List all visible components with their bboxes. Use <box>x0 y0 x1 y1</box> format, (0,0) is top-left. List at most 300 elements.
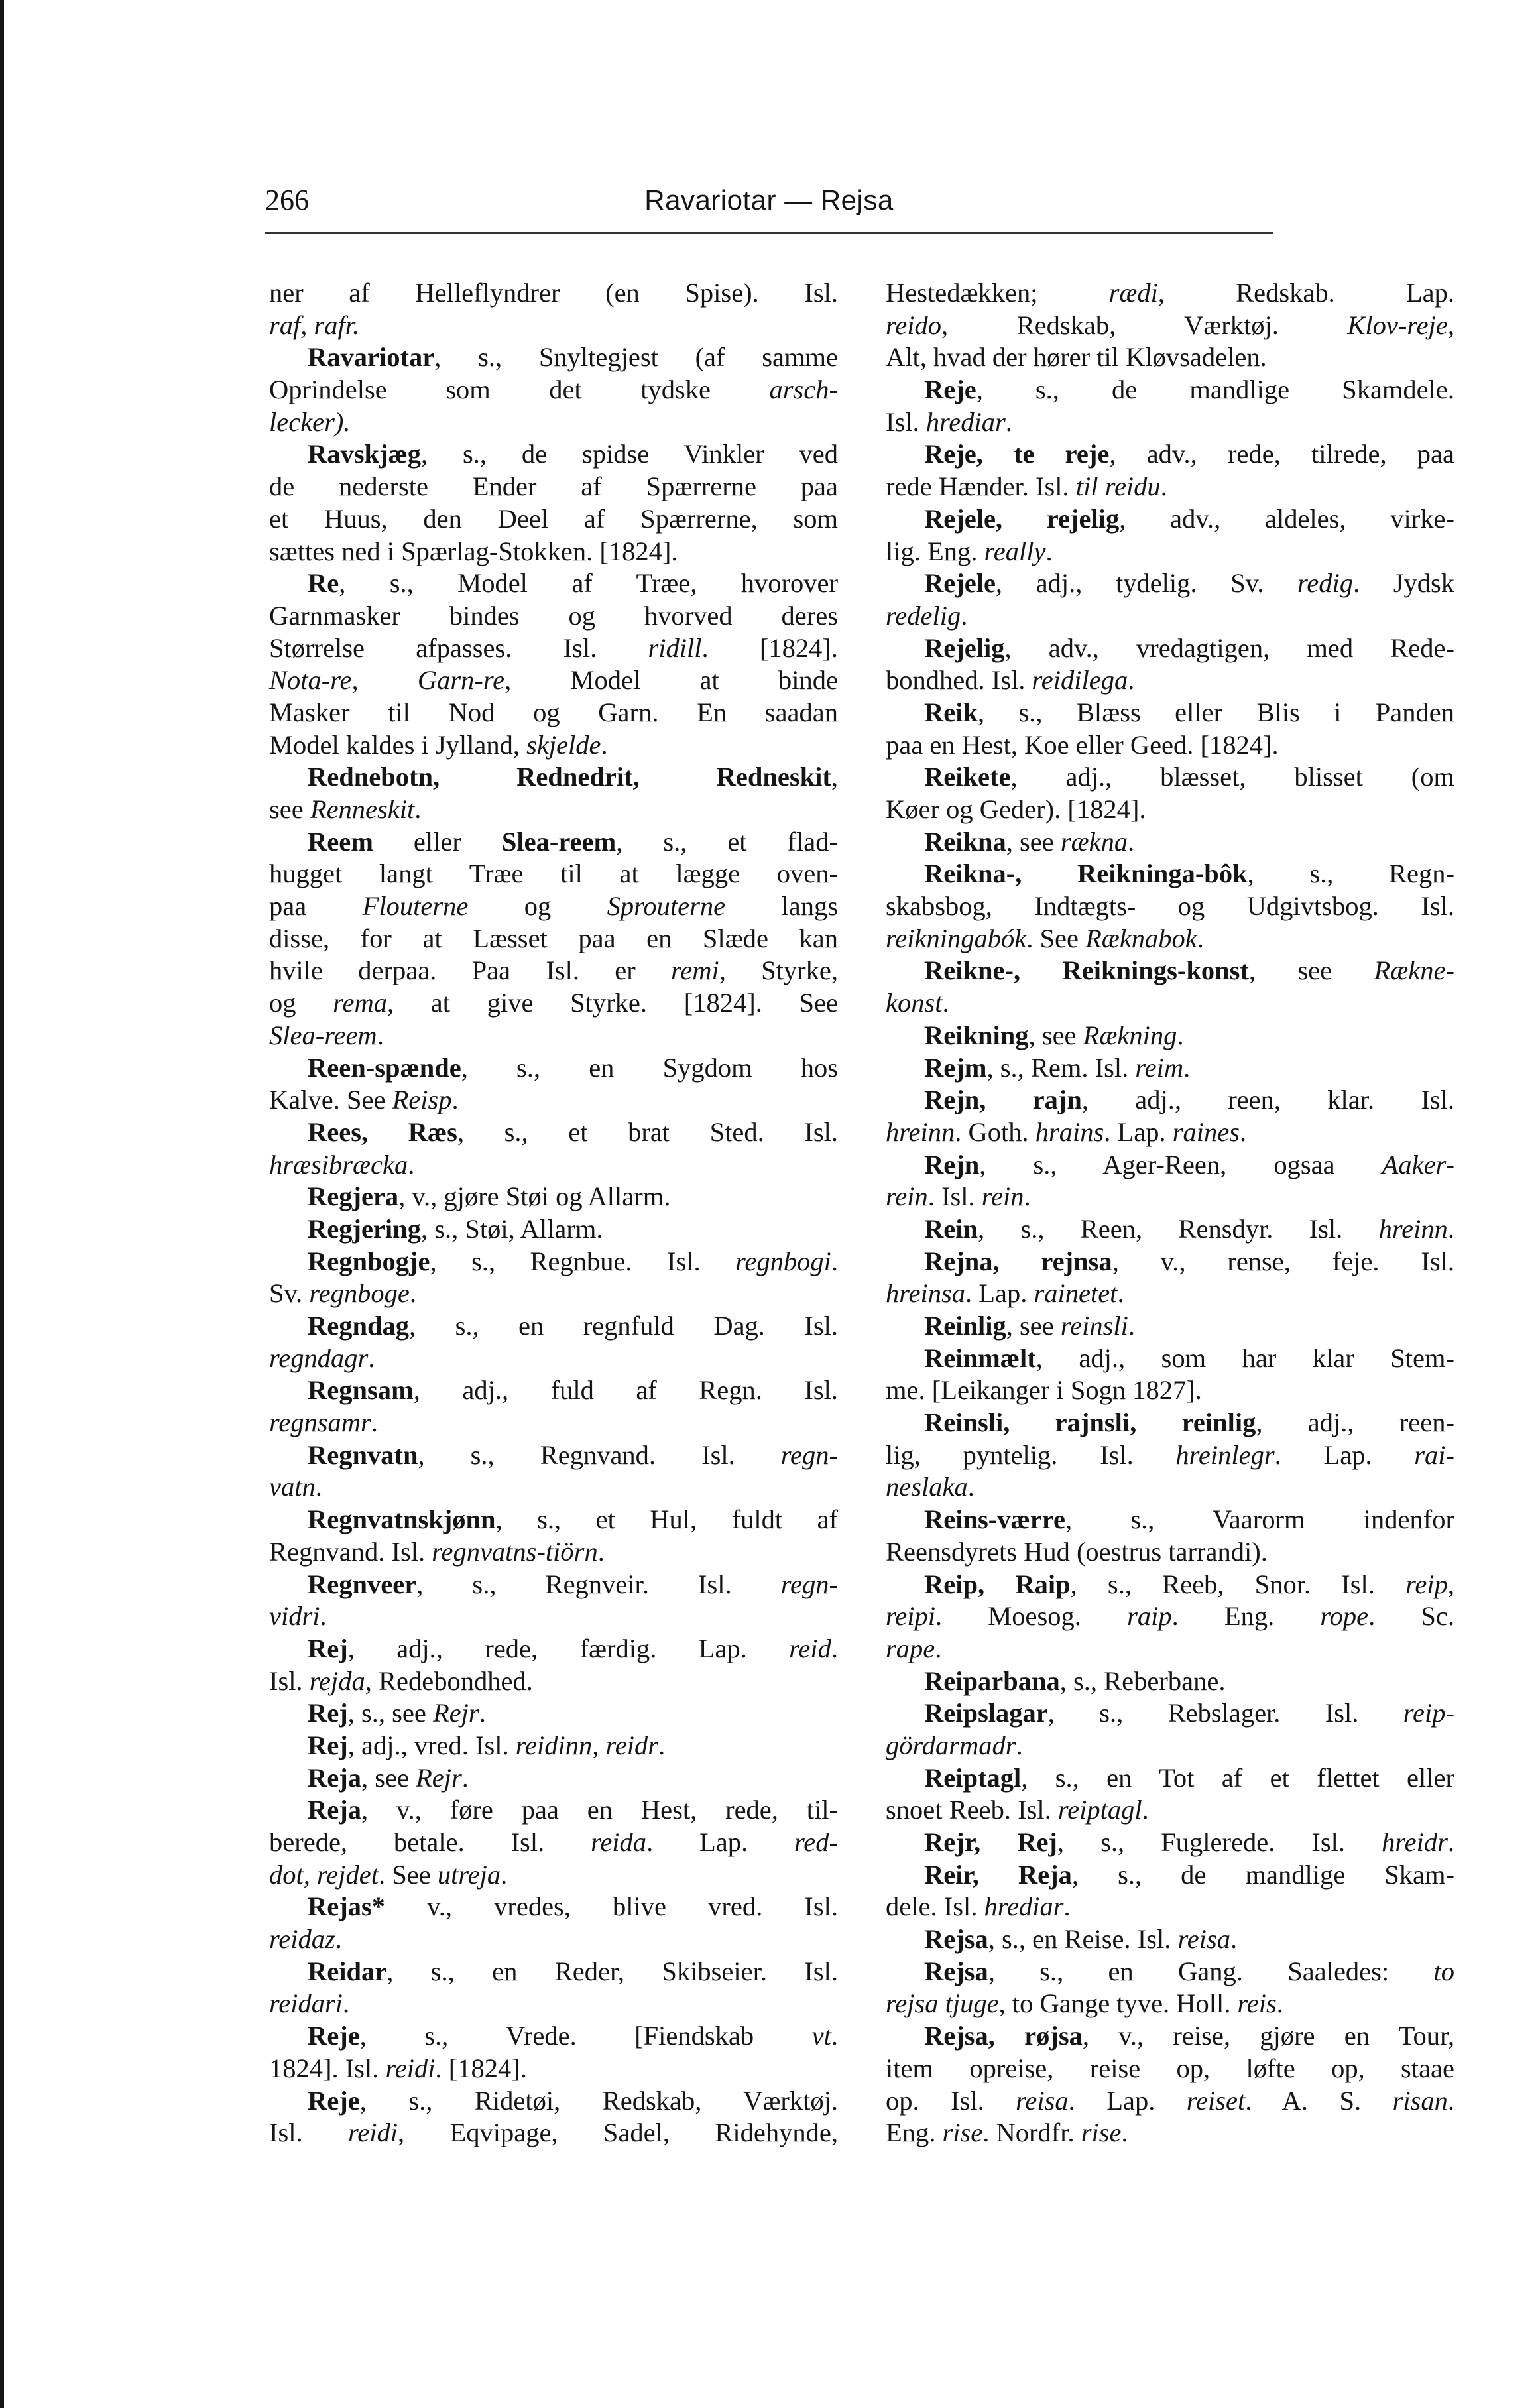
italic-term: really <box>984 536 1046 566</box>
headword: Rejna, rejnsa <box>924 1246 1112 1276</box>
entry-text: . <box>377 1020 384 1050</box>
entry-text: . <box>315 1472 322 1502</box>
italic-term: Sprouterne <box>607 891 726 922</box>
text-line <box>886 923 1454 955</box>
entry-text: sættes ned i Spærlag-Stokken. [1824]. <box>269 536 678 566</box>
italic-term: rai- <box>1414 1439 1454 1470</box>
text-line <box>269 1956 838 1988</box>
entry-text: , s., Reen, Rensdyr. Isl. <box>978 1213 1379 1244</box>
entry-text: , s., en regnfuld Dag. Isl. <box>409 1311 838 1341</box>
headword: Reikna-, Reikninga-bôk <box>924 859 1248 889</box>
entry-text: . Lap. <box>1274 1439 1415 1470</box>
text-line <box>269 664 838 697</box>
entry-text: . <box>371 1408 378 1438</box>
italic-term: utreja <box>437 1859 501 1890</box>
entry-text: , s., en Tot af et flettet eller <box>1021 1762 1454 1793</box>
text-line <box>269 341 838 374</box>
text-line <box>886 1504 1454 1536</box>
text-line <box>886 1343 1454 1375</box>
entry-text: , Redskab, Værktøj. <box>941 310 1348 340</box>
text-line <box>886 1794 1454 1827</box>
italic-term: rejda <box>309 1665 365 1696</box>
italic-term: redig <box>1297 568 1354 599</box>
headword: Reje, te reje <box>924 439 1110 469</box>
italic-term: Reisp <box>392 1085 452 1115</box>
italic-term: to <box>1433 1956 1454 1986</box>
italic-term: rædi <box>1108 278 1158 308</box>
text-line <box>269 600 838 632</box>
headword: Reinmælt <box>924 1343 1036 1373</box>
italic-term: reido <box>886 310 941 340</box>
entry-text: . <box>335 1924 342 1955</box>
text-line <box>886 536 1454 568</box>
header-rule <box>265 232 1273 234</box>
text-line <box>269 890 838 923</box>
headword: Reinlig <box>924 1311 1006 1341</box>
headword: Ravariotar <box>308 342 435 373</box>
entry-text: . <box>1016 1730 1023 1760</box>
entry-text: Isl. <box>269 2118 348 2148</box>
headword: Reikning <box>924 1020 1029 1050</box>
italic-term: Rækne- <box>1374 955 1454 986</box>
text-line <box>886 729 1454 762</box>
entry-text: . <box>1128 826 1135 857</box>
entry-text: Størrelse afpasses. Isl. <box>269 632 648 663</box>
text-line <box>269 1569 838 1601</box>
entry-text: , s., Snyltegjest (af samme <box>434 342 838 373</box>
entry-text: , s., Rebslager. Isl. <box>1047 1698 1403 1728</box>
italic-term: rein <box>981 1181 1024 1212</box>
italic-term: reidari <box>269 1988 343 2019</box>
entry-text: , adj., blæsset, blisset (om <box>1010 762 1454 792</box>
entry-text: Isl. <box>269 1665 310 1696</box>
text-line <box>269 858 838 890</box>
headword: Slea-reem <box>501 826 617 857</box>
text-line <box>886 1116 1454 1149</box>
text-line <box>886 1730 1454 1762</box>
text-line <box>886 1988 1454 2020</box>
scan-edge <box>0 0 4 2408</box>
italic-term: hreinsa <box>886 1278 965 1309</box>
text-line <box>886 1439 1454 1472</box>
headword: Rejele <box>924 568 996 599</box>
entry-text: , s., Regn- <box>1247 859 1454 889</box>
text-line <box>886 1633 1454 1665</box>
entry-text: . <box>1121 2118 1128 2148</box>
text-line <box>269 1988 838 2020</box>
entry-text: item opreise, reise op, løfte op, staae <box>886 2053 1454 2083</box>
entry-text: . Sc. <box>1368 1601 1455 1632</box>
entry-text: Model kaldes i Jylland, <box>269 729 527 760</box>
text-line <box>269 987 838 1020</box>
entry-text: , s., Rem. Isl. <box>986 1052 1136 1083</box>
entry-text: , s., Blæss eller Blis i Panden <box>978 697 1454 727</box>
text-line <box>886 1471 1454 1504</box>
entry-text: . <box>1177 1020 1184 1050</box>
entry-text: . <box>935 1633 942 1663</box>
text-line <box>269 2053 838 2085</box>
entry-text: . Nordfr. <box>982 2118 1081 2148</box>
italic-term: reidaz <box>269 1924 335 1955</box>
italic-term: Nota-re, Garn-re <box>269 665 505 695</box>
entry-text: , Model at binde <box>504 665 839 695</box>
entry-text: , s., de spidse Vinkler ved <box>421 439 838 469</box>
page-number: 266 <box>265 184 309 216</box>
entry-text: . <box>1447 2085 1454 2116</box>
entry-text: . <box>601 729 608 760</box>
text-line <box>886 1600 1454 1633</box>
text-line <box>886 858 1454 890</box>
entry-text: Alt, hvad der hører til Kløvsadelen. <box>886 342 1267 373</box>
headword: Rein <box>924 1213 978 1244</box>
entry-text: Kalve. See <box>269 1085 392 1115</box>
italic-term: vt <box>811 2021 831 2051</box>
entry-text: Regnvand. Isl. <box>269 1536 432 1567</box>
italic-term: ridill <box>648 632 702 663</box>
text-line <box>886 1923 1454 1956</box>
italic-term: gördarmadr <box>886 1730 1016 1760</box>
headword: Rej <box>308 1730 348 1760</box>
headword: Regjering <box>308 1213 421 1244</box>
text-line <box>886 2085 1454 2118</box>
text-line <box>886 826 1454 859</box>
italic-term: red- <box>794 1827 838 1857</box>
entry-text: og <box>269 988 333 1018</box>
entry-text: , adj., reen- <box>1256 1408 1454 1438</box>
entry-text: hugget langt Træe til at lægge oven- <box>269 859 838 889</box>
text-line <box>269 471 838 503</box>
entry-text: Hestedækken; <box>886 278 1109 308</box>
entry-text: Eng. <box>886 2118 943 2148</box>
running-head: Ravariotar — Rejsa <box>644 184 894 215</box>
italic-term: reim <box>1135 1052 1184 1083</box>
entry-text: hvile derpaa. Paa Isl. er <box>269 955 671 986</box>
italic-term: Renneskit <box>310 794 415 824</box>
entry-text: , adv., aldeles, virke- <box>1119 503 1454 534</box>
text-line <box>886 1181 1454 1213</box>
italic-term: reidi <box>348 2118 398 2148</box>
italic-term: skjelde <box>526 729 601 760</box>
entry-text: , s., Vaarorm indenfor <box>1065 1504 1454 1535</box>
text-line <box>269 1600 838 1633</box>
text-line <box>886 2053 1454 2085</box>
italic-term: raines <box>1172 1116 1240 1147</box>
text-line <box>886 2117 1454 2149</box>
text-line <box>886 1827 1454 1859</box>
headword: Reje <box>308 2085 360 2116</box>
entry-text: . Goth. <box>955 1116 1035 1147</box>
italic-term: arsch- <box>769 375 838 405</box>
entry-text: . Lap. <box>1068 2085 1187 2116</box>
text-line <box>886 1891 1454 1923</box>
headword: Reir, Reja <box>924 1859 1072 1890</box>
text-line <box>269 374 838 406</box>
entry-text: , s., Regnvand. Isl. <box>418 1439 781 1470</box>
headword: Reja <box>308 1762 361 1793</box>
entry-text: , v., føre paa en Hest, rede, til- <box>361 1795 838 1825</box>
headword: Reipslagar <box>924 1698 1048 1728</box>
italic-term: rope <box>1320 1601 1369 1632</box>
entry-text: lig. Eng. <box>886 536 984 566</box>
text-line <box>886 697 1454 729</box>
text-line <box>886 1052 1454 1085</box>
entry-text: Masker til Nod og Garn. En saadan <box>269 697 838 727</box>
text-line <box>269 1827 838 1859</box>
entry-text: , s., Støi, Allarm. <box>420 1213 603 1244</box>
italic-term: hrediar <box>984 1892 1064 1922</box>
italic-term: regnboge <box>309 1278 410 1309</box>
italic-term: rise <box>1081 2118 1122 2148</box>
headword: Regnveer <box>308 1569 417 1599</box>
text-line <box>269 729 838 762</box>
headword: Rejelig <box>924 632 1005 663</box>
entry-text: . <box>461 1762 469 1793</box>
text-line <box>886 761 1454 794</box>
italic-term: reiptagl <box>1057 1795 1142 1825</box>
text-line <box>886 277 1454 310</box>
text-line <box>269 1310 838 1343</box>
entry-text: , adj., tydelig. Sv. <box>995 568 1298 599</box>
italic-term: hræsibræcka <box>269 1149 408 1179</box>
text-line <box>269 1762 838 1795</box>
text-line <box>886 794 1454 826</box>
text-line <box>269 1407 838 1439</box>
entry-text: . <box>1197 923 1204 953</box>
entry-text: Køer og Geder). [1824]. <box>886 794 1146 824</box>
entry-text: , see <box>1248 955 1374 986</box>
entry-text: . Lap. <box>965 1278 1034 1309</box>
entry-text: , s., Ager-Reen, ogsaa <box>979 1149 1382 1179</box>
text-line <box>886 1407 1454 1439</box>
text-line <box>886 1569 1454 1601</box>
italic-term: hrediar <box>925 406 1006 437</box>
entry-text: dele. Isl. <box>886 1892 984 1922</box>
page-header <box>265 180 1273 227</box>
headword: Reikete <box>924 762 1011 792</box>
italic-term: reisa <box>1016 2085 1069 2116</box>
text-line <box>886 1084 1454 1116</box>
entry-text: . See <box>1026 923 1086 953</box>
italic-term: reida <box>591 1827 647 1857</box>
entry-text: paa <box>269 891 363 922</box>
entry-text: , s., Model af Træe, hvorover <box>339 568 838 599</box>
italic-term: reisa <box>1177 1924 1230 1955</box>
headword: Reje <box>308 2021 360 2051</box>
headword: Re <box>308 568 339 599</box>
entry-text: , adj., rede, færdig. Lap. <box>347 1633 790 1663</box>
italic-term: reiset <box>1186 2085 1246 2116</box>
text-line <box>269 1504 838 1536</box>
entry-text: . <box>831 1246 838 1276</box>
italic-term: regn- <box>780 1439 838 1470</box>
entry-text: op. Isl. <box>886 2085 1016 2116</box>
entry-text: , s., et brat Sted. Isl. <box>457 1116 838 1147</box>
italic-term: hrains <box>1035 1116 1104 1147</box>
text-line <box>886 568 1454 600</box>
entry-text: . <box>967 1472 975 1502</box>
headword: Reja <box>308 1795 361 1825</box>
headword: Rejas* <box>308 1892 385 1922</box>
italic-term: Ræknabok <box>1085 923 1197 953</box>
headword: Regnsam <box>308 1375 414 1406</box>
italic-term: redelig <box>886 600 961 631</box>
entry-text: . <box>1128 1311 1135 1341</box>
text-line <box>886 1149 1454 1181</box>
text-line <box>886 1762 1454 1795</box>
entry-text: , s., en Gang. Saaledes: <box>988 1956 1434 1986</box>
text-line <box>269 277 838 310</box>
entry-text: . Jydsk <box>1353 568 1455 599</box>
italic-term: hreinn <box>886 1116 955 1147</box>
entry-text: , adv., vredagtigen, med Rede- <box>1004 632 1454 663</box>
text-line <box>269 1859 838 1892</box>
headword: Reikne-, Reiknings-konst <box>924 955 1249 986</box>
headword: Reiptagl <box>924 1762 1022 1793</box>
entry-text: Oprindelse som det tydske <box>269 375 770 405</box>
italic-term: raf, rafr. <box>269 310 360 340</box>
entry-text: . Lap. <box>646 1827 795 1857</box>
entry-text: , v., rense, feje. Isl. <box>1112 1246 1454 1276</box>
entry-text: . <box>658 1730 666 1760</box>
entry-text: . A. S. <box>1245 2085 1393 2116</box>
text-line <box>886 1310 1454 1343</box>
entry-text: disse, for at Læsset paa en Slæde kan <box>269 923 838 953</box>
italic-term: rise <box>942 2118 983 2148</box>
headword: Rej <box>308 1698 348 1728</box>
text-line <box>886 438 1454 471</box>
italic-term: lecker). <box>269 406 351 437</box>
text-line <box>886 987 1454 1020</box>
entry-text: Sv. <box>269 1278 310 1309</box>
italic-term: risan <box>1392 2085 1448 2116</box>
italic-term: reidinn, reidr <box>515 1730 659 1760</box>
entry-text: , s., en Sygdom hos <box>461 1052 838 1083</box>
text-line <box>269 1471 838 1504</box>
text-line <box>886 406 1454 439</box>
text-line <box>269 923 838 955</box>
italic-term: regndagr <box>269 1343 369 1373</box>
headword: Regndag <box>308 1311 410 1341</box>
entry-text: . <box>408 1149 415 1179</box>
text-line <box>269 1730 838 1762</box>
italic-term: rape <box>886 1633 935 1663</box>
text-line <box>269 1439 838 1472</box>
headword: Reje <box>924 375 976 405</box>
text-line <box>269 1665 838 1698</box>
headword: Regjera <box>308 1181 399 1212</box>
text-line <box>269 955 838 987</box>
text-line <box>886 1020 1454 1052</box>
italic-term: regn- <box>780 1569 838 1599</box>
entry-text: , s., Regnveir. Isl. <box>416 1569 781 1599</box>
entry-text: , <box>1447 310 1454 340</box>
italic-term: reid <box>789 1633 831 1663</box>
headword: Rejsa <box>924 1924 988 1955</box>
entry-text: . <box>1063 1892 1071 1922</box>
text-line <box>886 1665 1454 1698</box>
text-line <box>269 1343 838 1375</box>
entry-text: . <box>1183 1052 1191 1083</box>
entry-text: Reensdyrets Hud (oestrus tarrandi). <box>886 1536 1268 1567</box>
text-line <box>886 890 1454 923</box>
headword: Rejm <box>924 1052 987 1083</box>
entry-text: , s., de mandlige Skamdele. <box>976 375 1454 405</box>
italic-term: raip <box>1127 1601 1172 1632</box>
text-line <box>886 1536 1454 1569</box>
entry-text: . <box>1240 1116 1247 1147</box>
italic-term: rækna <box>1060 826 1128 857</box>
entry-text: . <box>451 1085 459 1115</box>
text-line <box>886 374 1454 406</box>
italic-term: vatn <box>269 1472 316 1502</box>
entry-text: Isl. <box>886 406 926 437</box>
entry-text: , s., Ridetøi, Redskab, Værktøj. <box>359 2085 838 2116</box>
entry-text: og <box>468 891 607 922</box>
entry-text: . Moesog. <box>935 1601 1128 1632</box>
entry-text: , s., de mandlige Skam- <box>1071 1859 1455 1890</box>
headword: Reikna <box>924 826 1006 857</box>
entry-text: skabsbog, Indtægts- og Udgivtsbog. Isl. <box>886 891 1454 922</box>
italic-term: reidilega <box>1032 665 1128 695</box>
text-line <box>269 310 838 342</box>
entry-text: . <box>1447 1213 1454 1244</box>
entry-text: , Redebondhed. <box>365 1665 533 1696</box>
entry-text: , s., Reberbane. <box>1059 1665 1226 1696</box>
headword: Reip, Raip <box>924 1569 1071 1599</box>
entry-text: , adj., reen, klar. Isl. <box>1081 1085 1454 1115</box>
entry-text: de nederste Ender af Spærrerne paa <box>269 471 838 502</box>
text-line <box>269 568 838 600</box>
text-line <box>269 1923 838 1956</box>
text-line <box>269 1891 838 1923</box>
entry-text: , <box>831 762 838 792</box>
entry-text: , s., Vrede. [Fiendskab <box>359 2021 812 2051</box>
entry-text: , see <box>1028 1020 1083 1050</box>
entry-text: , s., Regnbue. Isl. <box>430 1246 736 1276</box>
entry-text: . <box>320 1601 327 1632</box>
headword: Reinsli, rajnsli, reinlig <box>924 1408 1256 1438</box>
entry-text: , see <box>361 1762 416 1793</box>
entry-text: , s., en Reise. Isl. <box>988 1924 1178 1955</box>
entry-text: . <box>1128 665 1135 695</box>
headword: Reen-spænde <box>308 1052 461 1083</box>
headword: Rejsa <box>924 1956 988 1986</box>
text-line <box>269 1020 838 1052</box>
entry-text: , adv., rede, tilrede, paa <box>1109 439 1454 469</box>
italic-term: neslaka <box>886 1472 968 1502</box>
entry-text: ner af Helleflyndrer (en Spise). Isl. <box>269 278 838 308</box>
entry-text: . <box>1024 1181 1031 1212</box>
entry-text: . <box>1447 1827 1454 1857</box>
entry-text: . <box>1160 471 1167 502</box>
italic-term: Flouterne <box>362 891 469 922</box>
entry-text: . <box>961 600 968 631</box>
italic-term: Rækning <box>1083 1020 1177 1050</box>
text-line <box>269 2085 838 2118</box>
text-line <box>886 664 1454 697</box>
entry-text: , Eqvipage, Sadel, Ridehynde, <box>398 2118 839 2148</box>
headword: Rejn, rajn <box>924 1085 1082 1115</box>
italic-term: rainetet <box>1034 1278 1118 1309</box>
entry-text: Garnmasker bindes og hvorved deres <box>269 600 838 631</box>
text-line <box>269 1052 838 1085</box>
italic-term: konst <box>886 988 943 1018</box>
entry-text: , s., en Reder, Skibseier. Isl. <box>386 1956 838 1986</box>
text-line <box>886 1213 1454 1246</box>
entry-text: paa en Hest, Koe eller Geed. [1824]. <box>886 729 1279 760</box>
entry-text: see <box>269 794 310 824</box>
entry-text: . [1824]. <box>701 632 838 663</box>
